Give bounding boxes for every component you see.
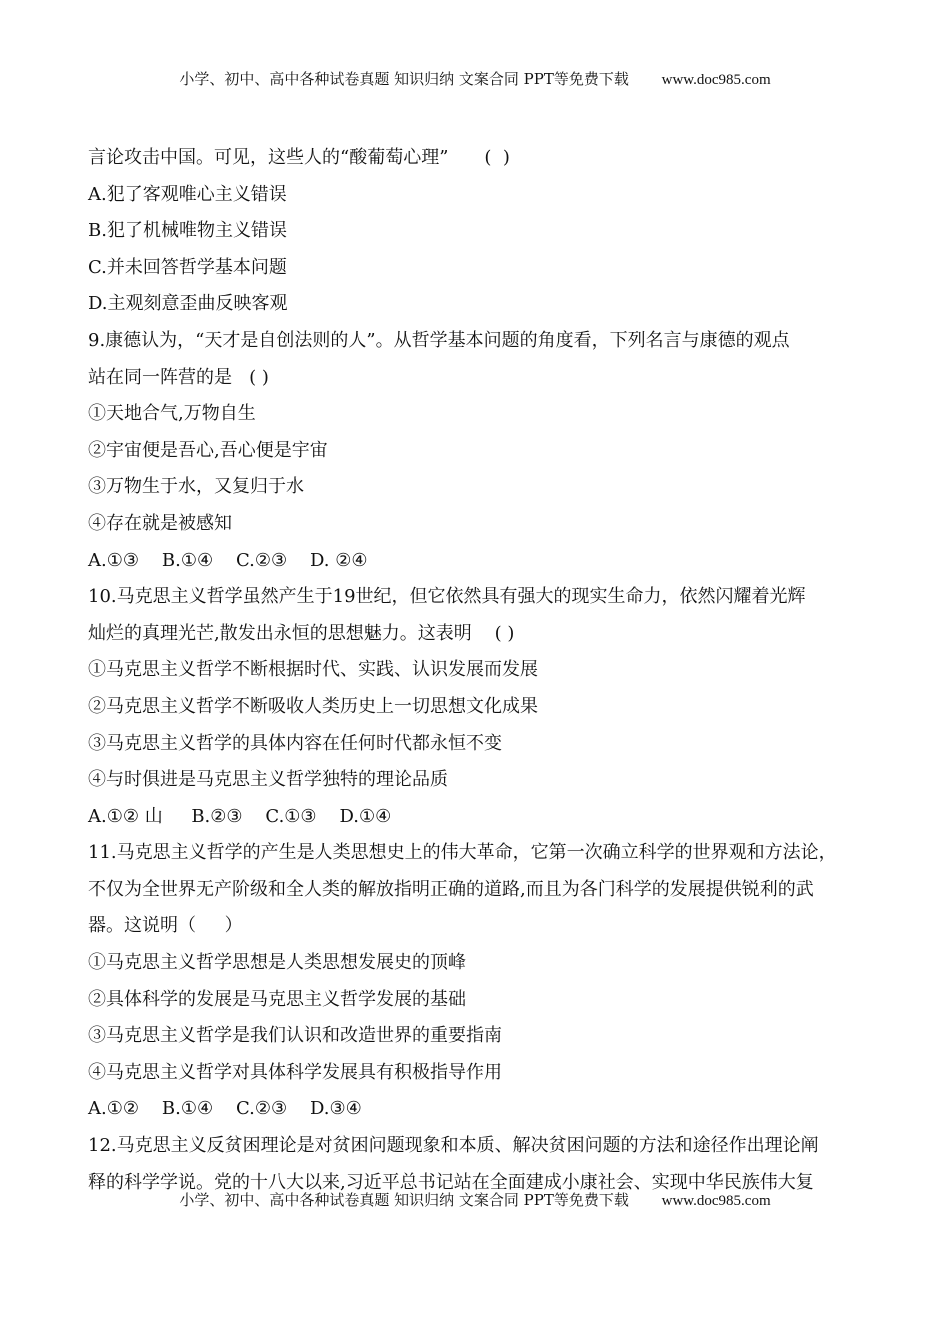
statement-line: ④与时俱进是马克思主义哲学独特的理论品质 bbox=[88, 769, 448, 791]
page-header bbox=[0, 68, 950, 89]
footer-site-link[interactable]: www.doc985.com bbox=[661, 1193, 771, 1209]
question-12-stem-cont: 释的科学学说。党的十八大以来,习近平总书记站在全面建成小康社会、实现中华民族伟大复 bbox=[88, 1171, 814, 1193]
document-body bbox=[88, 140, 878, 1201]
option-line: A.犯了客观唯心主义错误 bbox=[88, 183, 287, 205]
statement-line: ④马克思主义哲学对具体科学发展具有积极指导作用 bbox=[88, 1061, 502, 1083]
statement-line: ②具体科学的发展是马克思主义哲学发展的基础 bbox=[88, 988, 466, 1010]
answer-choices: A.①② B.①④ C.②③ D.③④ bbox=[88, 1098, 362, 1120]
question-10-stem-cont: 灿烂的真理光芒,散发出永恒的思想魅力。这表明 ( ) bbox=[88, 622, 515, 644]
statement-line: ②马克思主义哲学不断吸收人类历史上一切思想文化成果 bbox=[88, 695, 538, 717]
question-11-stem-end: 器。这说明（ ） bbox=[88, 915, 243, 937]
option-line: D.主观刻意歪曲反映客观 bbox=[88, 293, 288, 315]
question-9-stem: 9.康德认为，“天才是自创法则的人”。从哲学基本问题的角度看，下列名言与康德的观点 bbox=[88, 329, 790, 351]
statement-line: ①马克思主义哲学不断根据时代、实践、认识发展而发展 bbox=[88, 659, 538, 681]
statement-line: ②宇宙便是吾心,吾心便是宇宙 bbox=[88, 439, 328, 461]
statement-line: ③万物生于水，又复归于水 bbox=[88, 476, 304, 498]
answer-choices: A.①② 山 B.②③ C.①③ D.①④ bbox=[88, 805, 392, 827]
statement-line: ④存在就是被感知 bbox=[88, 512, 232, 534]
question-12-stem: 12.马克思主义反贫困理论是对贫困问题现象和本质、解决贫困问题的方法和途径作出理论阐 bbox=[88, 1135, 819, 1157]
question-9-stem-cont: 站在同一阵营的是 ( ) bbox=[88, 366, 269, 388]
question-11-stem-cont: 不仅为全世界无产阶级和全人类的解放指明正确的道路,而且为各门科学的发展提供锐利的武 bbox=[88, 878, 814, 900]
statement-line: ①马克思主义哲学思想是人类思想发展史的顶峰 bbox=[88, 952, 466, 974]
footer-tagline: 小学、初中、高中各种试卷真题 知识归纳 文案合同 PPT等免费下载 bbox=[179, 1191, 629, 1209]
statement-line: ③马克思主义哲学的具体内容在任何时代都永恒不变 bbox=[88, 732, 502, 754]
text-line: 言论攻击中国。可见，这些人的“酸葡萄心理” ( ) bbox=[88, 147, 510, 168]
statement-line: ③马克思主义哲学是我们认识和改造世界的重要指南 bbox=[88, 1025, 502, 1047]
option-line: B.犯了机械唯物主义错误 bbox=[88, 220, 287, 242]
statement-line: ①天地合气,万物自生 bbox=[88, 403, 256, 425]
option-line: C.并未回答哲学基本问题 bbox=[88, 256, 287, 278]
question-11-stem: 11.马克思主义哲学的产生是人类思想史上的伟大革命，它第一次确立科学的世界观和方法论， bbox=[88, 842, 837, 864]
header-site-link[interactable]: www.doc985.com bbox=[661, 72, 771, 88]
answer-choices: A.①③ B.①④ C.②③ D. ②④ bbox=[88, 549, 368, 571]
header-tagline: 小学、初中、高中各种试卷真题 知识归纳 文案合同 PPT等免费下载 bbox=[179, 70, 629, 88]
question-10-stem: 10.马克思主义哲学虽然产生于19世纪，但它依然具有强大的现实生命力，依然闪耀着光辉 bbox=[88, 586, 806, 608]
page-footer bbox=[0, 1189, 950, 1210]
